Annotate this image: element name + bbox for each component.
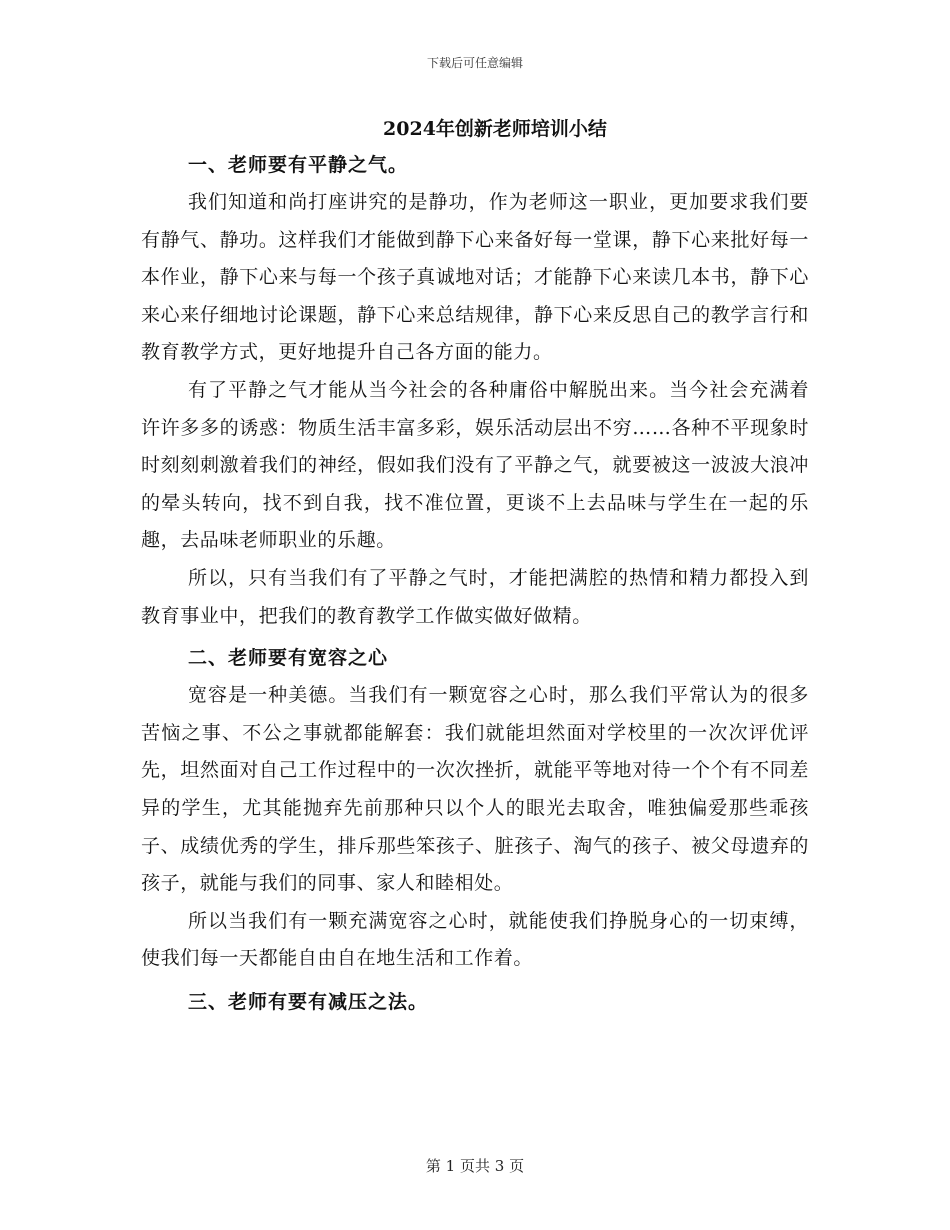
section-1-paragraph-3: 所以，只有当我们有了平静之气时，才能把满腔的热情和精力都投入到教育事业中，把我们的教育教学工作做实做好做精。 xyxy=(141,566,809,627)
section-2-paragraph-2: 所以当我们有一颗充满宽容之心时，就能使我们挣脱身心的一切束缚，使我们每一天都能自由自在地生活和工作着。 xyxy=(141,909,809,970)
section-1-paragraph-2: 有了平静之气才能从当今社会的各种庸俗中解脱出来。当今社会充满着许许多多的诱惑：物质生活丰富多彩，娱乐活动层出不穷……各种不平现象时时刻刻刺激着我们的神经，假如我们没有了平静之气，就要被这一波波大浪冲的晕头转向，找不到自我，找不准位置，更谈不上去品味与学生在一起的乐趣，去品味老师职业的乐趣。 xyxy=(141,378,809,552)
page-footer: 第 1 页共 3 页 xyxy=(425,1157,525,1175)
document-title: 2024年创新老师培训小结 xyxy=(383,118,607,140)
section-heading-3: 三、老师有要有减压之法。 xyxy=(188,990,429,1013)
section-1-paragraph-1: 我们知道和尚打座讲究的是静功，作为老师这一职业，更加要求我们要有静气、静功。这样我们才能做到静下心来备好每一堂课，静下心来批好每一本作业，静下心来与每一个孩子真诚地对话；才能静下心来读几本书，静下心来心来仔细地讨论课题，静下心来总结规律，静下心来反思自己的教学言行和教育教学方式，更好地提升自己各方面的能力。 xyxy=(141,191,809,364)
page-header-note: 下载后可任意编辑 xyxy=(426,56,523,70)
section-heading-1: 一、老师要有平静之气。 xyxy=(188,154,409,176)
section-heading-2: 二、老师要有宽容之心 xyxy=(188,647,389,670)
document-body xyxy=(141,146,809,1022)
section-2-paragraph-1: 宽容是一种美德。当我们有一颗宽容之心时，那么我们平常认为的很多苦恼之事、不公之事就都能解套：我们就能坦然面对学校里的一次次评优评先，坦然面对自己工作过程中的一次次挫折，就能平等地对待一个个有不同差异的学生，尤其能抛弃先前那种只以个人的眼光去取舍，唯独偏爱那些乖孩子、成绩优秀的学生，排斥那些笨孩子、脏孩子、淘气的孩子、被父母遗弃的孩子，就能与我们的同事、家人和睦相处。 xyxy=(141,684,809,895)
